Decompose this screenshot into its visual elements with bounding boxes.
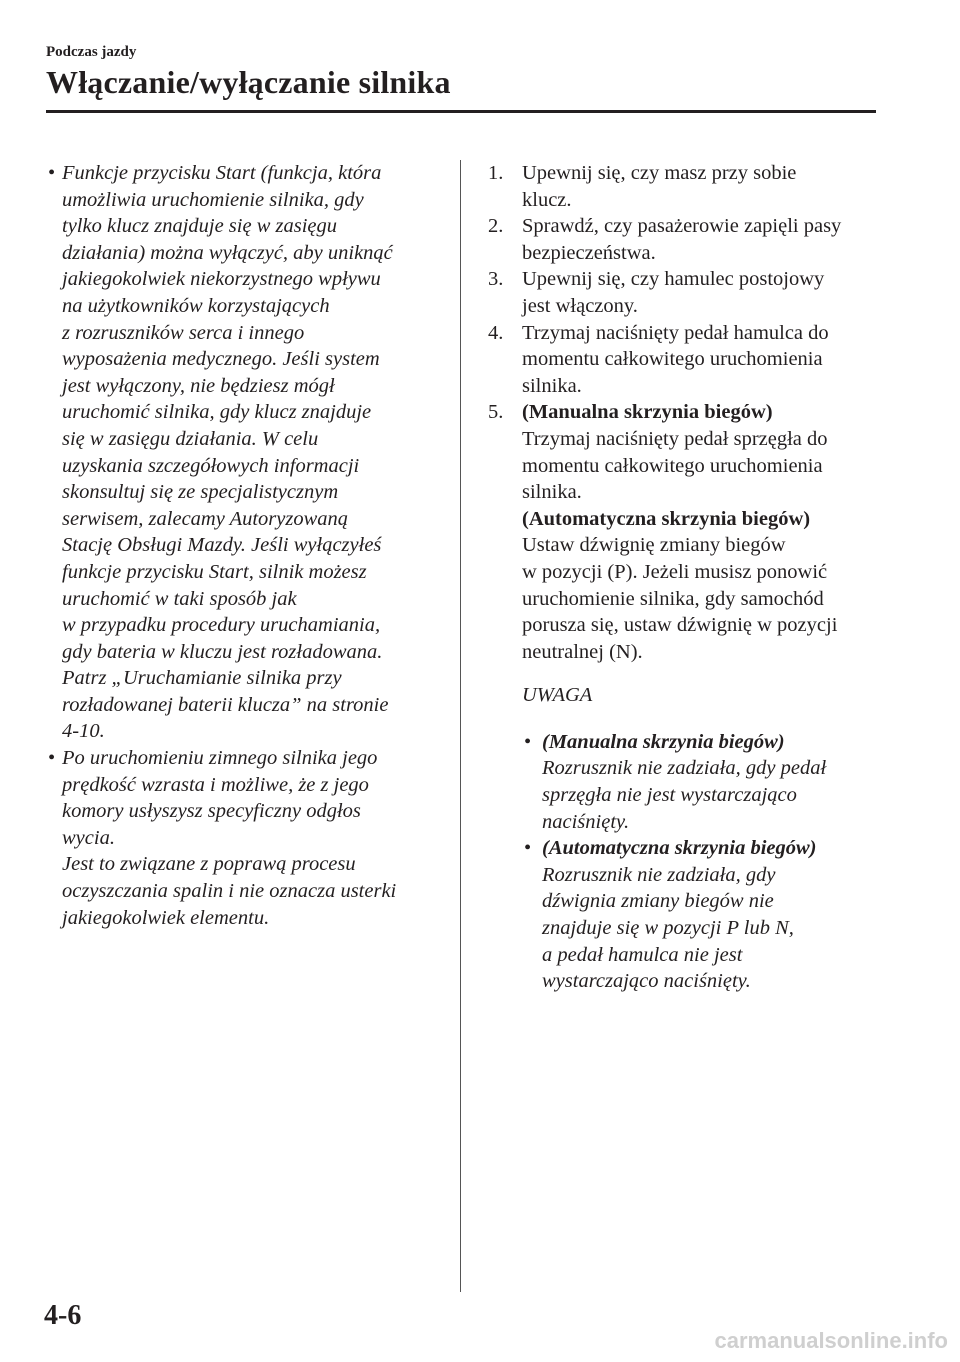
text-line: 4-10. <box>62 720 105 743</box>
text-line: Rozrusznik nie zadziała, gdy <box>542 863 776 886</box>
text-line: uruchomić w taki sposób jak <box>62 587 297 610</box>
text-line: Upewnij się, czy hamulec postojowy <box>522 268 825 291</box>
text-line: wycia. <box>62 826 115 849</box>
text-line: wyposażenia medycznego. Jeśli system <box>62 348 380 371</box>
text-line: jest wyłączony, nie będziesz mógł <box>62 374 335 397</box>
step-item <box>488 213 888 266</box>
page-title: Włączanie/wyłączanie silnika <box>46 64 451 100</box>
text-line: funkcje przycisku Start, silnik możesz <box>62 560 367 583</box>
text-line: Stację Obsługi Mazdy. Jeśli wyłączyłeś <box>62 534 382 557</box>
text-line: momentu całkowitego uruchomienia <box>522 454 823 477</box>
step-item <box>488 266 888 319</box>
left-column <box>46 160 446 931</box>
text-line: sprzęgła nie jest wystarczająco <box>542 784 797 807</box>
section-label: Podczas jazdy <box>46 44 137 60</box>
note-item <box>522 835 888 995</box>
text-line: klucz. <box>522 188 572 211</box>
text-line: Po uruchomieniu zimnego silnika jego <box>62 747 378 770</box>
text-line: silnika. <box>522 374 582 397</box>
text-line: jest włączony. <box>522 294 638 317</box>
text-line: neutralnej (N). <box>522 640 643 663</box>
page-number: 4-6 <box>44 1300 82 1331</box>
text-line: działania) można wyłączyć, aby uniknąć <box>62 241 393 264</box>
note-heading: (Automatyczna skrzynia biegów) <box>542 837 817 860</box>
text-line: Trzymaj naciśnięty pedał hamulca do <box>522 321 829 344</box>
text-line: Sprawdź, czy pasażerowie zapięli pasy <box>522 215 842 238</box>
note-title: UWAGA <box>522 684 593 707</box>
text-line: Upewnij się, czy masz przy sobie <box>522 162 797 184</box>
step-number: 5. <box>488 401 504 424</box>
step-number: 3. <box>488 268 504 291</box>
step-item <box>488 320 888 400</box>
text-line: oczyszczania spalin i nie oznacza usterki <box>62 880 397 903</box>
text-line: uzyskania szczegółowych informacji <box>62 454 360 477</box>
manual-heading: (Manualna skrzynia biegów) <box>522 401 773 424</box>
bullet-dot: • <box>48 162 56 184</box>
text-line: tylko klucz znajduje się w zasięgu <box>62 215 337 238</box>
text-line: Trzymaj naciśnięty pedał sprzęgła do <box>522 427 828 450</box>
text-line: serwisem, zalecamy Autoryzowaną <box>62 507 349 530</box>
text-line: porusza się, ustaw dźwignię w pozycji <box>522 614 838 637</box>
step-number: 1. <box>488 162 504 184</box>
text-line: znajduje się w pozycji P lub N, <box>542 917 794 940</box>
text-line: bezpieczeństwa. <box>522 241 656 264</box>
text-line: Rozrusznik nie zadziała, gdy pedał <box>542 757 827 780</box>
text-line: w pozycji (P). Jeżeli musisz ponowić <box>522 560 828 583</box>
text-line: komory usłyszysz specyficzny odgłos <box>62 800 361 823</box>
column-divider <box>460 160 461 1292</box>
text-line: dźwignia zmiany biegów nie <box>542 890 774 913</box>
text-line: skonsultuj się ze specjalistycznym <box>62 481 339 504</box>
text-line: rozładowanej baterii klucza” na stronie <box>62 693 389 716</box>
text-line: silnika. <box>522 481 582 504</box>
text-line: Patrz „Uruchamianie silnika przy <box>62 667 342 690</box>
note-heading: (Manualna skrzynia biegów) <box>542 730 785 753</box>
text-line: Ustaw dźwignię zmiany biegów <box>522 534 786 557</box>
text-line: z rozruszników serca i innego <box>62 321 305 344</box>
text-line: na użytkowników korzystających <box>62 294 330 317</box>
text-line: Jest to związane z poprawą procesu <box>62 853 356 876</box>
watermark: carmanualsonline.info <box>714 1328 948 1353</box>
bullet-dot: • <box>48 747 56 770</box>
bullet-dot: • <box>524 730 532 753</box>
step-number: 4. <box>488 321 504 344</box>
text-line: jakiegokolwiek niekorzystnego wpływu <box>62 268 381 291</box>
bullet-item <box>46 160 446 745</box>
text-line: a pedał hamulca nie jest <box>542 943 743 966</box>
text-line: prędkość wzrasta i możliwe, że z jego <box>62 773 369 796</box>
text-line: uruchomić silnika, gdy klucz znajduje <box>62 401 372 424</box>
note-list <box>522 729 888 995</box>
automatic-heading: (Automatyczna skrzynia biegów) <box>522 507 811 530</box>
step-number: 2. <box>488 215 504 238</box>
text-line: się w zasięgu działania. W celu <box>62 427 319 450</box>
text-line: naciśnięty. <box>542 810 630 833</box>
text-line: gdy bateria w kluczu jest rozładowana. <box>62 640 383 663</box>
step-item <box>488 160 888 213</box>
text-line: uruchomienie silnika, gdy samochód <box>522 587 824 610</box>
text-line: w przypadku procedury uruchamiania, <box>62 614 381 637</box>
text-line: Funkcje przycisku Start (funkcja, która <box>62 162 382 184</box>
bullet-item <box>46 745 446 931</box>
text-line: momentu całkowitego uruchomienia <box>522 348 823 371</box>
title-rule <box>46 110 876 113</box>
text-line: jakiegokolwiek elementu. <box>62 906 270 929</box>
text-line: wystarczająco naciśnięty. <box>542 970 751 993</box>
bullet-dot: • <box>524 837 532 860</box>
right-column <box>488 160 888 995</box>
text-line: umożliwia uruchomienie silnika, gdy <box>62 188 364 211</box>
note-item <box>522 729 888 835</box>
step-item <box>488 399 888 665</box>
